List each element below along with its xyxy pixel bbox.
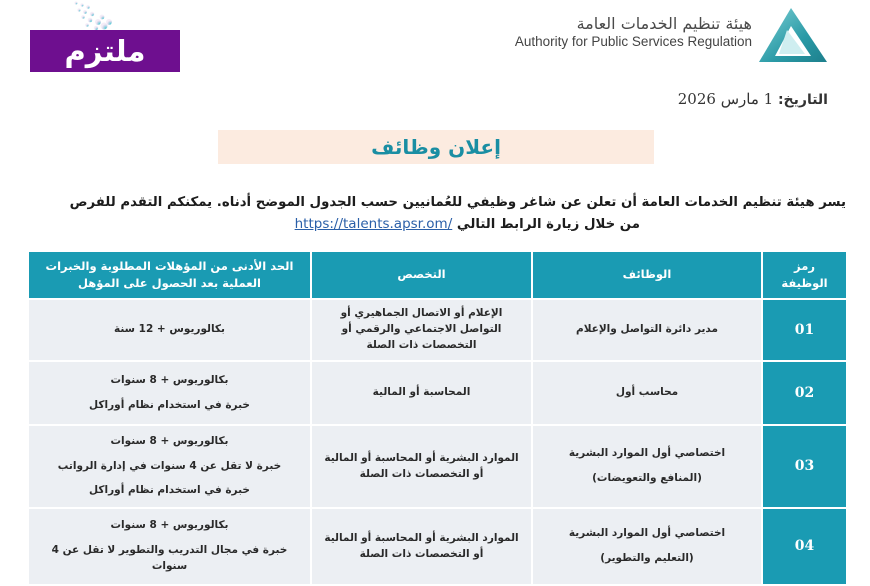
job-title bbox=[533, 509, 761, 584]
job-code: 02 bbox=[763, 362, 846, 424]
job-title-line: محاسب أول bbox=[615, 386, 679, 399]
job-specialization: المحاسبة أو المالية bbox=[312, 362, 531, 424]
header-job: الوظائف bbox=[533, 252, 761, 298]
date-label: التاريخ: bbox=[777, 92, 828, 108]
job-title-line: اختصاصي أول الموارد البشرية bbox=[568, 447, 726, 460]
job-title-line: (المنافع والتعويضات) bbox=[592, 472, 702, 484]
job-code: 01 bbox=[763, 300, 846, 360]
table-row bbox=[29, 509, 846, 584]
job-specialization: الإعلام أو الاتصال الجماهيري أو التواصل الاجتماعي والرقمي أو التخصصات ذات الصلة bbox=[312, 300, 531, 360]
header-code: رمز الوظيفة bbox=[763, 252, 846, 298]
table-header-row bbox=[29, 252, 846, 298]
qualification-line: خبرة لا تقل عن 4 سنوات في إدارة الرواتب bbox=[57, 459, 282, 472]
job-qualification bbox=[29, 300, 310, 360]
triangle-logo-icon bbox=[757, 6, 829, 64]
qualification-line: بكالوريوس + 8 سنوات bbox=[110, 434, 229, 447]
job-title-line: اختصاصي أول الموارد البشرية bbox=[568, 527, 726, 540]
table-row bbox=[29, 362, 846, 424]
qualification-line: خبرة في استخدام نظام أوراكل bbox=[89, 484, 250, 497]
job-qualification bbox=[29, 509, 310, 584]
table-row bbox=[29, 426, 846, 507]
brand-name: ملتزم bbox=[64, 34, 146, 68]
qualification-line: بكالوريوس + 8 سنوات bbox=[110, 373, 229, 386]
qualification-line: بكالوريوس + 12 سنة bbox=[114, 323, 225, 336]
header-qualification: الحد الأدنى من المؤهلات المطلوبة والخبرات العملية بعد الحصول على المؤهل bbox=[29, 252, 310, 298]
jobs-table bbox=[27, 250, 848, 586]
announcement-date bbox=[560, 90, 828, 108]
job-qualification bbox=[29, 426, 310, 507]
brand-dots-decoration bbox=[62, 0, 142, 30]
header-specialization: التخصص bbox=[312, 252, 531, 298]
job-specialization: الموارد البشرية أو المحاسبة أو المالية أو التخصصات ذات الصلة bbox=[312, 509, 531, 584]
authority-name-english: Authority for Public Services Regulation bbox=[514, 34, 752, 49]
job-qualification bbox=[29, 362, 310, 424]
job-code: 04 bbox=[763, 509, 846, 584]
title-banner bbox=[218, 130, 654, 164]
job-title-line: (التعليم والتطوير) bbox=[600, 552, 694, 564]
qualification-line: خبرة في مجال التدريب والتطوير لا تقل عن 4 سنوات bbox=[51, 544, 288, 572]
table-row bbox=[29, 300, 846, 360]
job-title-line: مدير دائرة التواصل والإعلام bbox=[576, 323, 718, 336]
intro-paragraph-line-1: يسر هيئة تنظيم الخدمات العامة أن تعلن عن شاغر وظيفي للعُمانيين حسب الجدول الموضح أدناه. يمكنكم التقدم للفرص bbox=[69, 195, 846, 210]
authority-name-arabic: هيئة تنظيم الخدمات العامة bbox=[576, 14, 752, 33]
job-title bbox=[533, 426, 761, 507]
date-value: 1 مارس 2026 bbox=[677, 90, 774, 108]
brand-logo bbox=[30, 30, 180, 72]
job-code: 03 bbox=[763, 426, 846, 507]
job-title bbox=[533, 300, 761, 360]
intro-paragraph-line-2 bbox=[200, 216, 640, 232]
job-specialization: الموارد البشرية أو المحاسبة أو المالية أو التخصصات ذات الصلة bbox=[312, 426, 531, 507]
talents-link[interactable]: https://talents.apsr.om/ bbox=[294, 216, 453, 232]
qualification-line: خبرة في استخدام نظام أوراكل bbox=[89, 398, 250, 411]
job-title bbox=[533, 362, 761, 424]
page-title: إعلان وظائف bbox=[371, 135, 501, 159]
qualification-line: بكالوريوس + 8 سنوات bbox=[110, 519, 229, 532]
intro-line-2-text: من خلال زيارة الرابط التالي bbox=[456, 217, 640, 232]
